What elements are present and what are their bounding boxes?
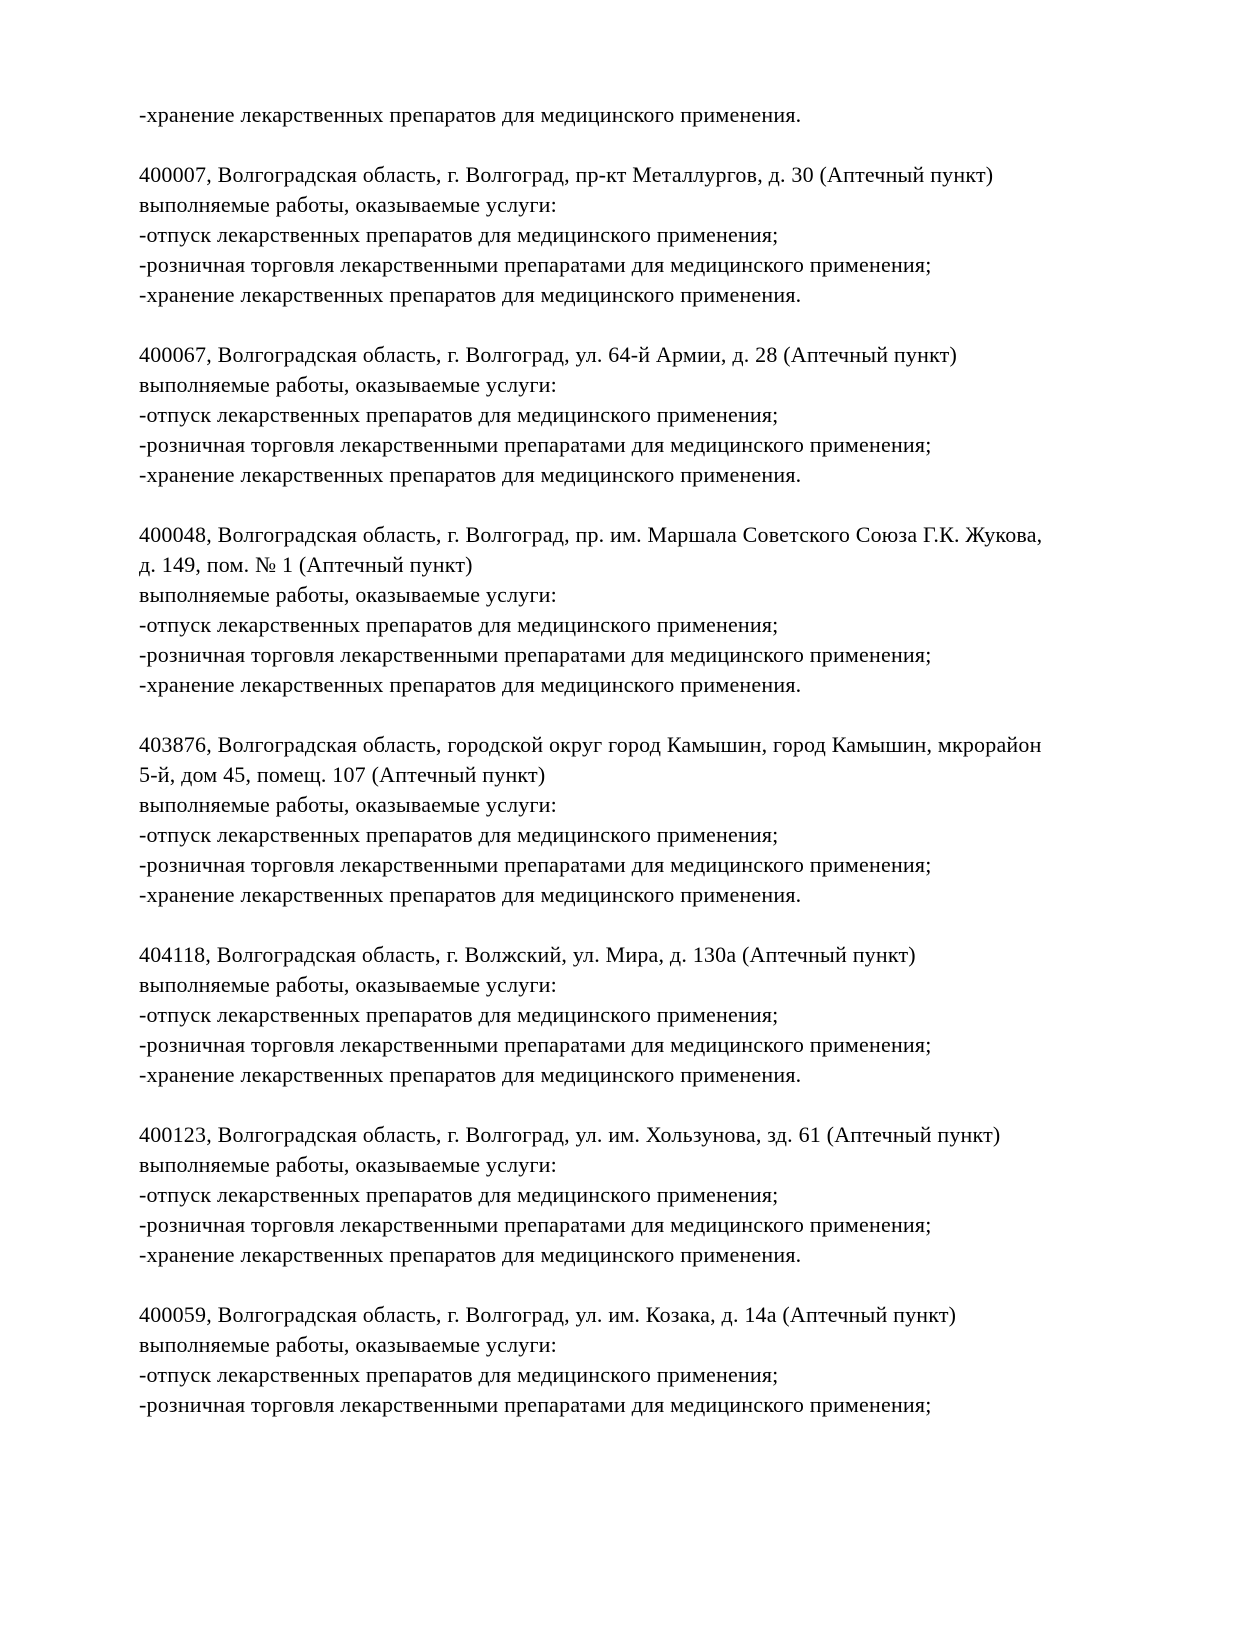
entry-service-item: -розничная торговля лекарственными препаратами для медицинского применения; (139, 1212, 932, 1237)
entry-service-item: -розничная торговля лекарственными препаратами для медицинского применения; (139, 1392, 932, 1417)
continuation-service-line: -хранение лекарственных препаратов для медицинского применения. (139, 102, 802, 127)
entry-address-line: 400059, Волгоградская область, г. Волгоград, ул. им. Козака, д. 14а (Аптечный пункт) (139, 1302, 957, 1327)
entry-service-item: -отпуск лекарственных препаратов для медицинского применения; (139, 402, 779, 427)
paragraph-gap (139, 310, 1171, 340)
entry-address-line: 403876, Волгоградская область, городской округ город Камышин, город Камышин, мкрорайон (139, 732, 1042, 757)
entry-service-item: -отпуск лекарственных препаратов для медицинского применения; (139, 1362, 779, 1387)
paragraph-gap (139, 1270, 1171, 1300)
entry-service-item: -хранение лекарственных препаратов для медицинского применения. (139, 1062, 802, 1087)
entry-address-line: 400007, Волгоградская область, г. Волгоград, пр-кт Металлургов, д. 30 (Аптечный пункт) (139, 162, 994, 187)
entry-services-header: выполняемые работы, оказываемые услуги: (139, 1332, 557, 1357)
paragraph-gap (139, 130, 1171, 160)
entry-address-line: 400048, Волгоградская область, г. Волгоград, пр. им. Маршала Советского Союза Г.К. Жукова, (139, 522, 1043, 547)
entry-address-line: 5-й, дом 45, помещ. 107 (Аптечный пункт) (139, 762, 546, 787)
entry-service-item: -хранение лекарственных препаратов для медицинского применения. (139, 882, 802, 907)
entry-service-item: -отпуск лекарственных препаратов для медицинского применения; (139, 1182, 779, 1207)
document-text-block (139, 100, 1171, 1420)
license-entry (139, 520, 1171, 700)
paragraph-gap (139, 490, 1171, 520)
entry-services-header: выполняемые работы, оказываемые услуги: (139, 1152, 557, 1177)
entry-services-header: выполняемые работы, оказываемые услуги: (139, 192, 557, 217)
entry-service-item: -отпуск лекарственных препаратов для медицинского применения; (139, 822, 779, 847)
entry-services-header: выполняемые работы, оказываемые услуги: (139, 792, 557, 817)
entry-service-item: -розничная торговля лекарственными препаратами для медицинского применения; (139, 432, 932, 457)
paragraph-gap (139, 700, 1171, 730)
entry-service-item: -хранение лекарственных препаратов для медицинского применения. (139, 1242, 802, 1267)
entry-service-item: -розничная торговля лекарственными препаратами для медицинского применения; (139, 852, 932, 877)
entry-service-item: -хранение лекарственных препаратов для медицинского применения. (139, 672, 802, 697)
entry-services-header: выполняемые работы, оказываемые услуги: (139, 972, 557, 997)
entry-service-item: -розничная торговля лекарственными препаратами для медицинского применения; (139, 642, 932, 667)
license-entry (139, 730, 1171, 910)
entry-service-item: -отпуск лекарственных препаратов для медицинского применения; (139, 222, 779, 247)
paragraph-gap (139, 910, 1171, 940)
entry-service-item: -розничная торговля лекарственными препаратами для медицинского применения; (139, 252, 932, 277)
entry-address-line: д. 149, пом. № 1 (Аптечный пункт) (139, 552, 473, 577)
entry-address-line: 400123, Волгоградская область, г. Волгоград, ул. им. Хользунова, зд. 61 (Аптечный пункт) (139, 1122, 1001, 1147)
license-entry (139, 1300, 1171, 1420)
license-entry (139, 1120, 1171, 1270)
entry-service-item: -хранение лекарственных препаратов для медицинского применения. (139, 462, 802, 487)
paragraph-gap (139, 1090, 1171, 1120)
entry-address-line: 400067, Волгоградская область, г. Волгоград, ул. 64-й Армии, д. 28 (Аптечный пункт) (139, 342, 958, 367)
entry-services-header: выполняемые работы, оказываемые услуги: (139, 372, 557, 397)
entry-service-item: -хранение лекарственных препаратов для медицинского применения. (139, 282, 802, 307)
license-entry (139, 160, 1171, 310)
entry-address-line: 404118, Волгоградская область, г. Волжский, ул. Мира, д. 130а (Аптечный пункт) (139, 942, 916, 967)
license-entry (139, 340, 1171, 490)
entry-services-header: выполняемые работы, оказываемые услуги: (139, 582, 557, 607)
entry-service-item: -отпуск лекарственных препаратов для медицинского применения; (139, 1002, 779, 1027)
entry-service-item: -розничная торговля лекарственными препаратами для медицинского применения; (139, 1032, 932, 1057)
entry-service-item: -отпуск лекарственных препаратов для медицинского применения; (139, 612, 779, 637)
license-entry (139, 940, 1171, 1090)
